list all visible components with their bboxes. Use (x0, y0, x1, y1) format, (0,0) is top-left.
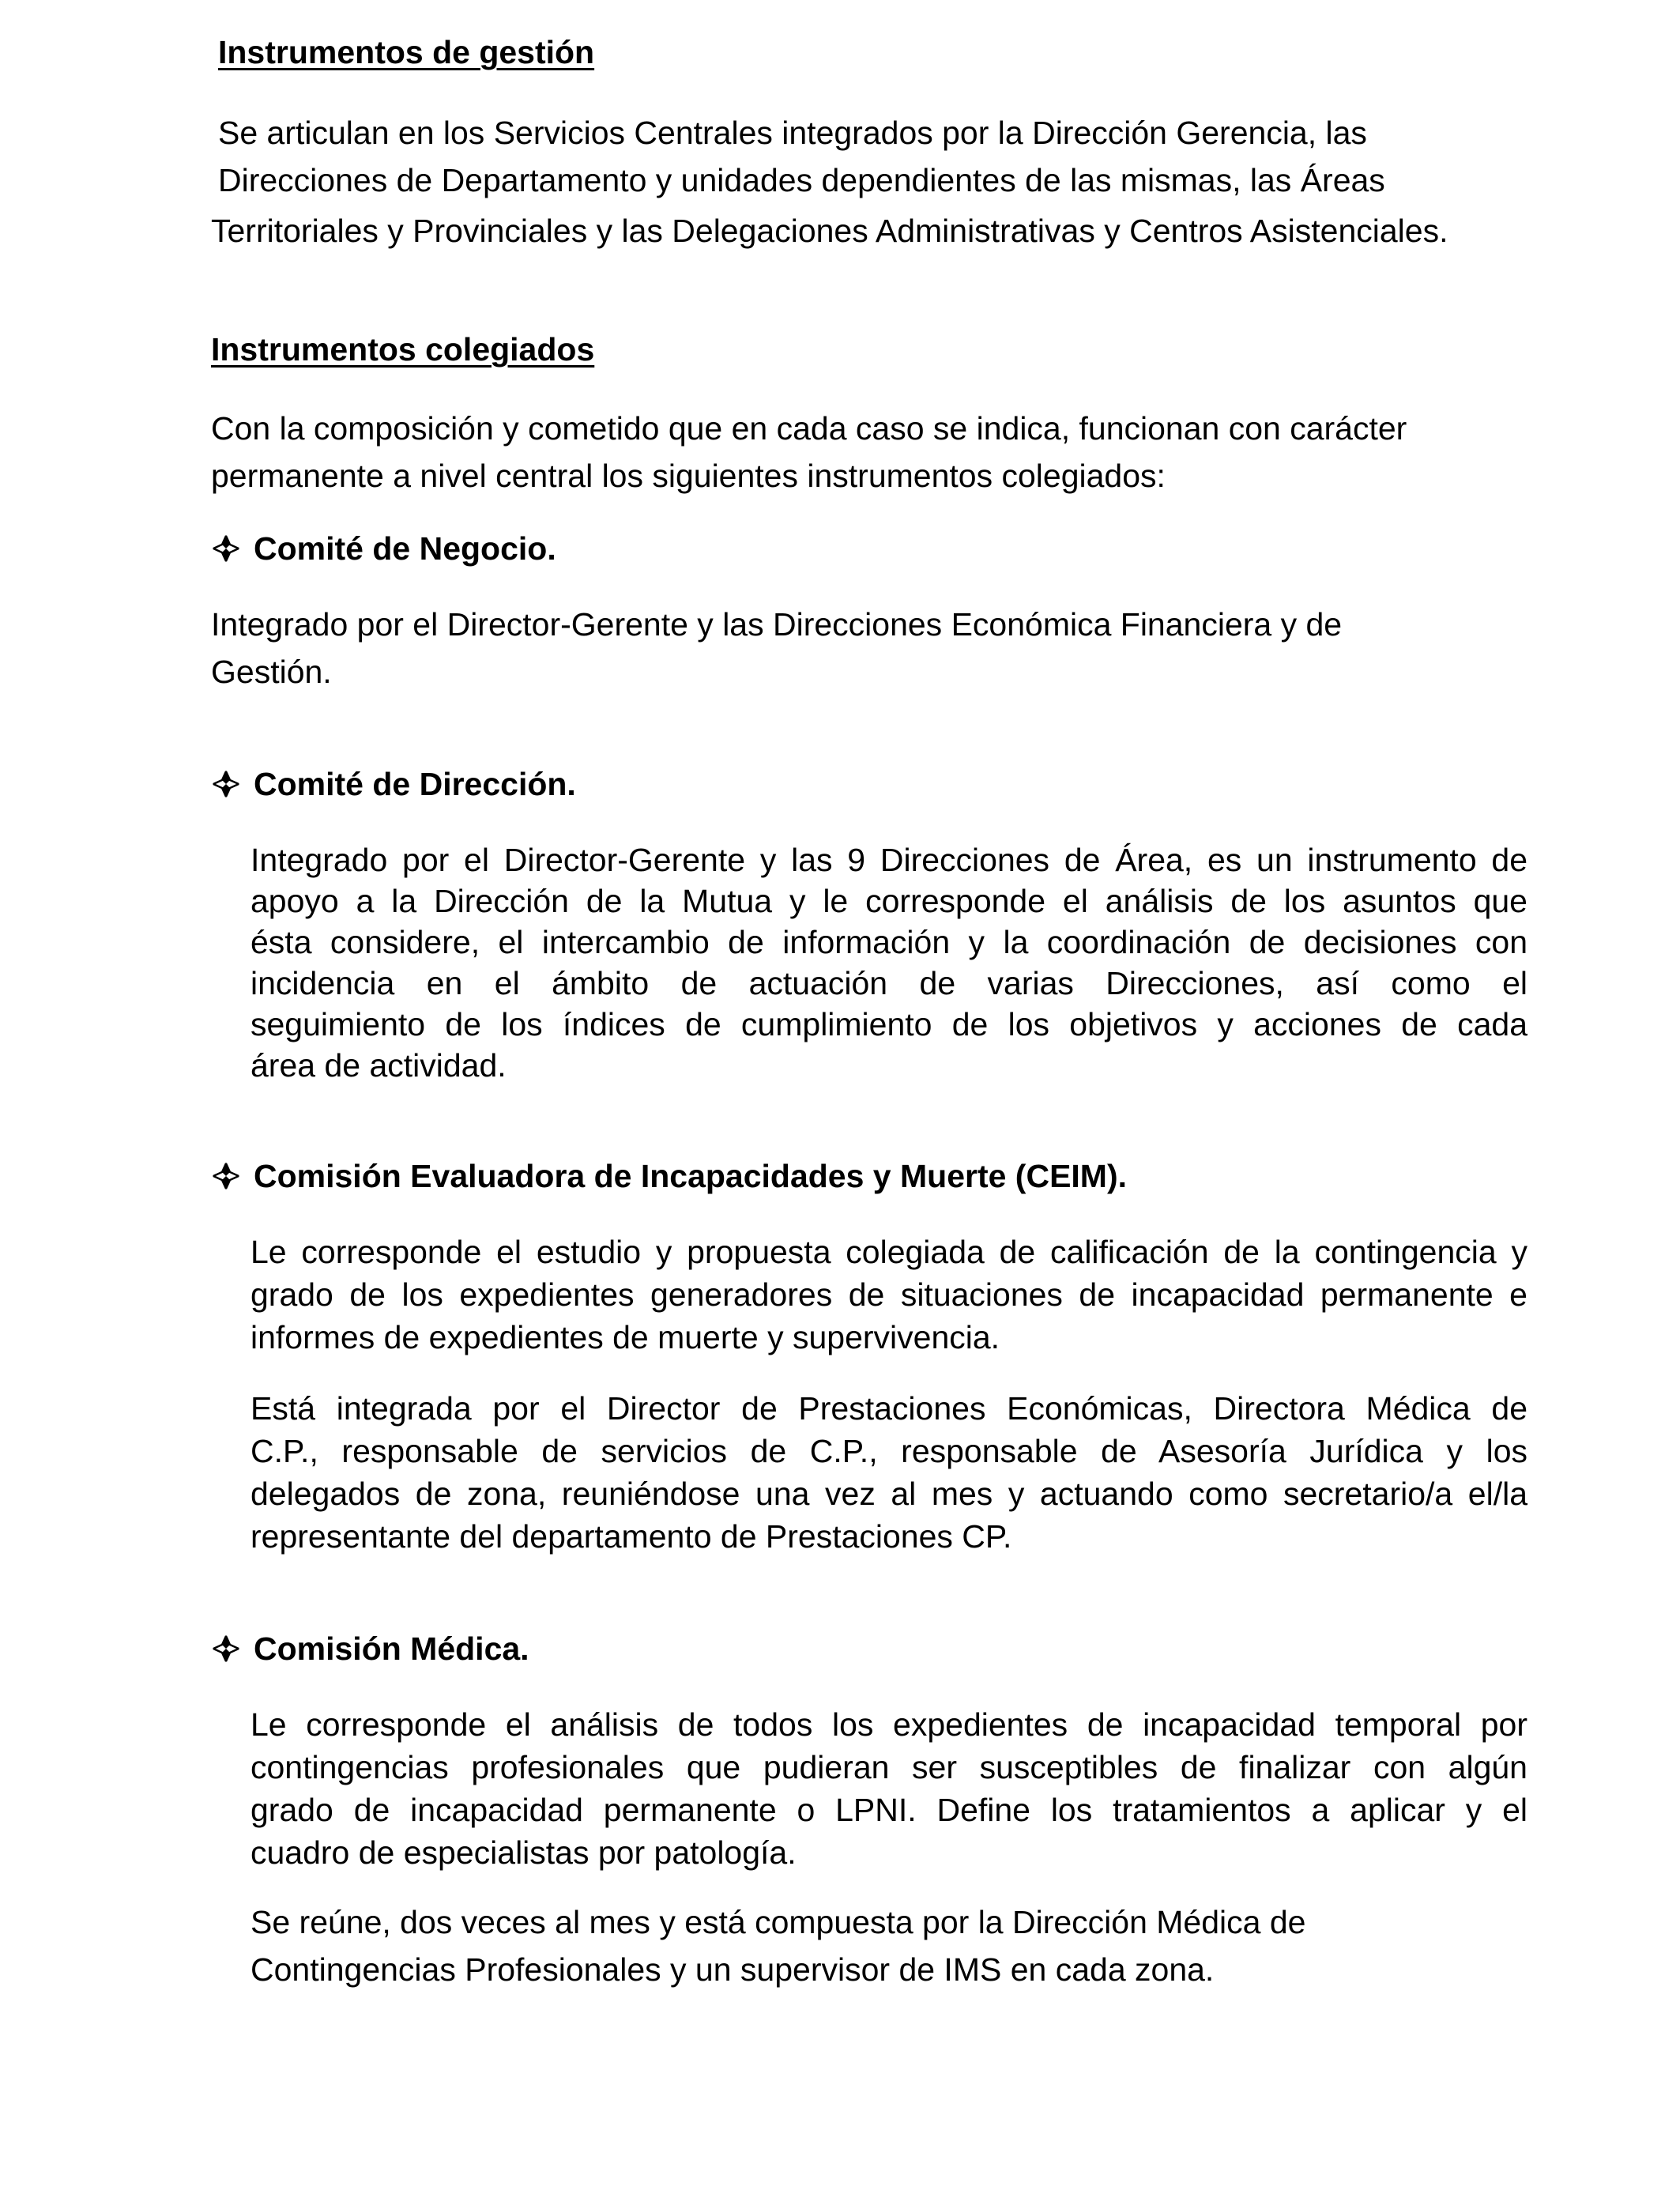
ceim-p2-line-1: Está integrada por el Director de Prestaciones Económicas, Directora Médica de (250, 1390, 1527, 1427)
item-ceim-title (211, 1155, 1127, 1197)
item-negocio-title-text: Comité de Negocio. (254, 530, 556, 567)
negocio-line-1: Integrado por el Director-Gerente y las Direcciones Económica Financiera y de (211, 606, 1343, 643)
diamond-bullet-icon (211, 769, 241, 799)
item-direccion-title (211, 763, 576, 805)
colegiados-intro-line-1: Con la composición y cometido que en cada caso se indica, funcionan con carácter (211, 410, 1407, 447)
medica-p2-line-1: Se reúne, dos veces al mes y está compuesta por la Dirección Médica de (250, 1904, 1306, 1940)
heading-gestion: Instrumentos de gestión (218, 34, 595, 70)
direccion-line-1: Integrado por el Director-Gerente y las 9 Direcciones de Área, es un instrumento de (250, 842, 1527, 878)
medica-p1-line-3: grado de incapacidad permanente o LPNI. Define los tratamientos a aplicar y el (250, 1792, 1527, 1828)
ceim-p1-line-2: grado de los expedientes generadores de situaciones de incapacidad permanente e (250, 1276, 1527, 1313)
direccion-line-4: incidencia en el ámbito de actuación de varias Direcciones, así como el (250, 965, 1527, 1001)
medica-p1-line-2: contingencias profesionales que pudieran ser susceptibles de finalizar con algún (250, 1749, 1527, 1785)
gestion-line-1: Se articulan en los Servicios Centrales integrados por la Dirección Gerencia, las (218, 115, 1367, 151)
diamond-bullet-icon (211, 533, 241, 564)
item-medica-title (211, 1628, 529, 1669)
direccion-line-3: ésta considere, el intercambio de información y la coordinación de decisiones con (250, 924, 1527, 960)
ceim-p2-line-3: delegados de zona, reuniéndose una vez al mes y actuando como secretario/a el/la (250, 1476, 1527, 1512)
medica-p1-line-4: cuadro de especialistas por patología. (250, 1834, 797, 1871)
ceim-p2-line-4: representante del departamento de Prestaciones CP. (250, 1518, 1012, 1555)
medica-p2-line-2: Contingencias Profesionales y un supervisor de IMS en cada zona. (250, 1951, 1215, 1988)
colegiados-intro-line-2: permanente a nivel central los siguientes instrumentos colegiados: (211, 458, 1166, 494)
direccion-line-2: apoyo a la Dirección de la Mutua y le corresponde el análisis de los asuntos que (250, 883, 1527, 919)
direccion-line-6: área de actividad. (250, 1047, 507, 1084)
heading-colegiados: Instrumentos colegiados (211, 331, 595, 368)
gestion-line-2: Direcciones de Departamento y unidades dependientes de las mismas, las Áreas (218, 162, 1385, 198)
gestion-line-3: Territoriales y Provinciales y las Delegaciones Administrativas y Centros Asistenciales. (211, 213, 1448, 249)
negocio-line-2: Gestión. (211, 654, 332, 690)
item-direccion-title-text: Comité de Dirección. (254, 766, 576, 802)
medica-p1-line-1: Le corresponde el análisis de todos los expedientes de incapacidad temporal por (250, 1706, 1527, 1743)
ceim-p1-line-1: Le corresponde el estudio y propuesta colegiada de calificación de la contingencia y (250, 1234, 1527, 1270)
diamond-bullet-icon (211, 1161, 241, 1191)
item-medica-title-text: Comisión Médica. (254, 1630, 529, 1667)
ceim-p2-line-2: C.P., responsable de servicios de C.P., responsable de Asesoría Jurídica y los (250, 1433, 1527, 1469)
item-negocio-title (211, 528, 556, 569)
item-ceim-title-text: Comisión Evaluadora de Incapacidades y Muerte (CEIM). (254, 1158, 1127, 1194)
ceim-p1-line-3: informes de expedientes de muerte y supervivencia. (250, 1319, 1000, 1355)
diamond-bullet-icon (211, 1634, 241, 1664)
direccion-line-5: seguimiento de los índices de cumplimiento de los objetivos y acciones de cada (250, 1006, 1527, 1042)
